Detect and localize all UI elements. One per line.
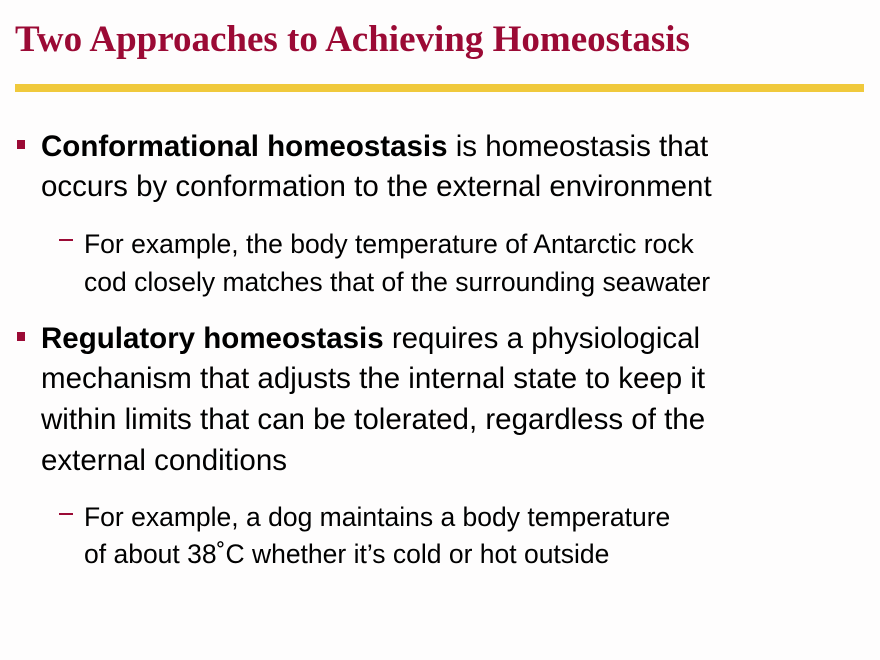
dash-icon [59,239,73,241]
bullet-2-term: Regulatory homeostasis [41,322,384,355]
bullet-2-line-2: mechanism that adjusts the internal state to keep it [41,362,706,395]
bullet-2-text: requires a physiological [383,322,701,355]
slide-title: Two Approaches to Achieving Homeostasis [15,19,690,60]
bullet-2-line-3: within limits that can be tolerated, regardless of the [41,403,706,436]
bullet-1-line-2: occurs by conformation to the external environment [41,170,712,203]
bullet-icon [17,140,25,149]
bullet-1-line-1 [41,130,708,164]
bullet-2-line-1 [41,322,700,356]
bullet-1-term: Conformational homeostasis [41,130,448,163]
title-divider [15,84,864,92]
sub-bullet-1-line-2: cod closely matches that of the surrounding seawater [84,267,711,297]
dash-icon [59,513,73,515]
sub-bullet-2-line-2: of about 38˚C whether it’s cold or hot outside [84,539,610,569]
sub-bullet-1-line-1: For example, the body temperature of Antarctic rock [84,229,694,259]
bullet-1-text: is homeostasis that [447,130,709,163]
bullet-icon [17,332,25,341]
bullet-2-line-4: external conditions [41,444,287,477]
sub-bullet-2-line-1: For example, a dog maintains a body temperature [84,502,671,532]
